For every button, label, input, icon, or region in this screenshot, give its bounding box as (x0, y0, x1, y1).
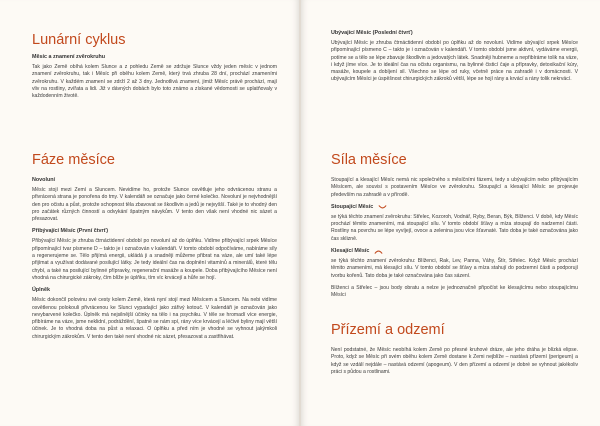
left-content-phases (32, 152, 277, 341)
rising-moon-text: se týká těchto znamení zvěrokruhu: Střelec, Kozoroh, Vodnář, Ryby, Beran, Býk, Blíženci. V době, kdy Měsíc prochází těmito znameními, má stoupající sílu. V tomto období šťávy a míza stoupají do nadzemní části. Rostliny na povrchu se lépe vyvíjejí, ovoce a zelenina jsou více šťavnaté. Tato doba je také označována jako čas sklizně. (331, 213, 578, 242)
moon-phases-title: Fáze měsíce (32, 152, 115, 168)
rising-moon-row (331, 204, 578, 211)
right-content-strength (331, 152, 578, 300)
falling-moon-heading: Klesající Měsíc (331, 248, 370, 255)
waning-moon-text: Ubývající Měsíc je zhruba čtrnáctidenní období po úplňku až do novoluní. Vidíme ubývající srpek Měsíce připomínající písmeno C – takto je i označován v kalendáři. V tomto období jsme aktivní, vydáváme energii, potíme se a tělo se lépe zbavuje škodlivin a jedovatých látek. Snadněji hubneme a nepřibíráme tolik na váze, i když jíme více. Je to ideální čas na očistu organismu, na bylinné čisticí čaje a přípravky, detoxikační kúry, masáže, koupele a dobíjení sil. Všechno se lépe od ruky, včetně práce na zahradě i v domácnosti. V ubývajícím Měsíci je úspěšnost chirurgických zákroků větší, lépe se hojí rány a krvácí a rány tolik nekrvácí. (331, 40, 578, 83)
perigee-apogee-title: Přízemí a odzemí (331, 322, 445, 338)
twins-archer-note: Blíženci a Střelec – jsou body obratu a nelze je jednoznačně připočíst ke klesajícímu nebo stoupajícímu Měsíci (331, 284, 578, 299)
waxing-moon-heading: Přibývající Měsíc (První čtvrť) (32, 228, 108, 235)
falling-moon-row (331, 248, 578, 255)
full-moon-heading: Úplněk (32, 287, 50, 294)
moon-zodiac-text: Tak jako Země obíhá kolem Slunce a z pohledu Země se zdržuje Slunce vždy jeden měsíc v jednom znamení zvěrokruhu, tak i Měsíc při oběhu kolem Země, který trvá zhruba 28 dní, prochází znameními zvěrokruhu. V každém znamení se zdrží 2 až 3 dny. Jednotlivá znamení, jimiž Měsíc právě prochází, mají vliv na rostliny, zvířata a lidi. Již v dávných dobách bylo toto známo a získané vědomosti se uplatňovaly v každodenním životě. (32, 64, 277, 100)
waxing-moon-text: Přibývající Měsíc je zhruba čtrnáctidenní období po novoluní až do úplňku. Vidíme přibývající srpek Měsíce připomínající tvar písmene D – takto je i označován v kalendáři. V tomto období odpočíváme, nabíráme síly a regenerujeme se. Tělo přijímá energii, ukládá ji a snadněji můžeme přibrat na váze, ale umí také lépe přijímat a využívat dodávané posilující látky. Je tedy ideální čas na doplnění vitamínů a minerálů, které tělu chybí, a také na posilující bylinné přípravky, regenerační masáže a koupele. Doba přibývajícího Měsíce není vhodná na chirurgické zákroky, čím blíže je úplňku, tím víc krvácejí a hůře se hojí. (32, 238, 277, 281)
lunar-cycle-title: Lunární cyklus (32, 32, 126, 48)
left-page (0, 0, 299, 426)
new-moon-text: Měsíc stojí mezi Zemí a Sluncem. Nevidíme ho, protože Slunce osvětluje jeho odvrácenou stranu a přivrácená strana je ponořena do tmy. V kalendáři se označuje jako černé kolečko. Novoluní je nejvhodnější den pro očistu a půst, protože schopnost těla zbavovat se škodlivin a jedů je nejvyšší. Také je to vhodný den pro začátek různých činností a odvykání špatným návykům. V tento den však není vhodné nic sázet a přesazovat. (32, 187, 277, 223)
perigee-apogee-text: Není podstatné, že Měsíc neobíhá kolem Země po přesné kruhové dráze, ale jeho dráha je blízká elipse. Proto, když se Měsíc při svém oběhu kolem Země dostane k Zemi nejblíže – nastává přízemí (perigeum) a když se vzdálí nejdále – nastává odzemí (apogeum). V den přízemí a odzemí je dobré se vyhnout jakékoliv práci s půdou a rostlinami. (331, 347, 578, 375)
arc-down-icon (378, 205, 387, 210)
moon-zodiac-heading: Měsíc a znamení zvěrokruhu (32, 54, 106, 60)
arc-up-icon (374, 249, 383, 254)
falling-moon-text: se týká těchto znamení zvěrokruhu: Blíženci, Rak, Lev, Panna, Váhy, Štír, Střelec. Když Měsíc prochází těmito znameními, má klesající sílu. V tomto období se šťávy a míza stahují do podzemní části a podporují tvorbu kořenů. Tato doba je také označována jako čas sázení. (331, 258, 578, 279)
right-page (301, 0, 600, 426)
moon-strength-text: Stoupající a klesající Měsíc nemá nic společného s měsíčními fázemi, tedy s ubývajícím nebo přibývajícím Měsícem, ale souvisí s postavením Měsíce ve zvěrokruhu. Stoupající a klesající Měsíc se projevuje především na zahradě a v přírodě. (331, 177, 578, 198)
left-content (32, 32, 277, 100)
right-content-top (331, 30, 578, 84)
waning-moon-heading: Ubývající Měsíc (Poslední čtvrť) (331, 30, 413, 36)
moon-strength-title: Síla měsíce (331, 152, 407, 168)
rising-moon-heading: Stoupající Měsíc (331, 203, 374, 210)
full-moon-text: Měsíc dokončil polovinu své cesty kolem Země, která nyní stojí mezi Měsícem a Sluncem. Na nebi vidíme osvětlenou polokouli přivrácenou ke Slunci vypadající jako zářivý kotouč. V kalendáři je označován jako nevybarvené kolečko. Úplněk má nejsilnější účinky na tělo i na psychiku. V těle se hromadí více energie, přibíráme na váze, jsme neklidní, podráždění, špatně se nám spí, rány více krvácejí a léčivé byliny mají větší účinek. Je to vhodná doba na půst a relaxaci. O úplňku a před ním je vhodné se vyhnout jakýmkoli chirurgickým zákrokům. V tento den také není vhodné nic sázet, přesazovat a zastřihávat. (32, 297, 277, 340)
right-content-approach (331, 322, 578, 376)
new-moon-heading: Novoluní (32, 177, 56, 183)
